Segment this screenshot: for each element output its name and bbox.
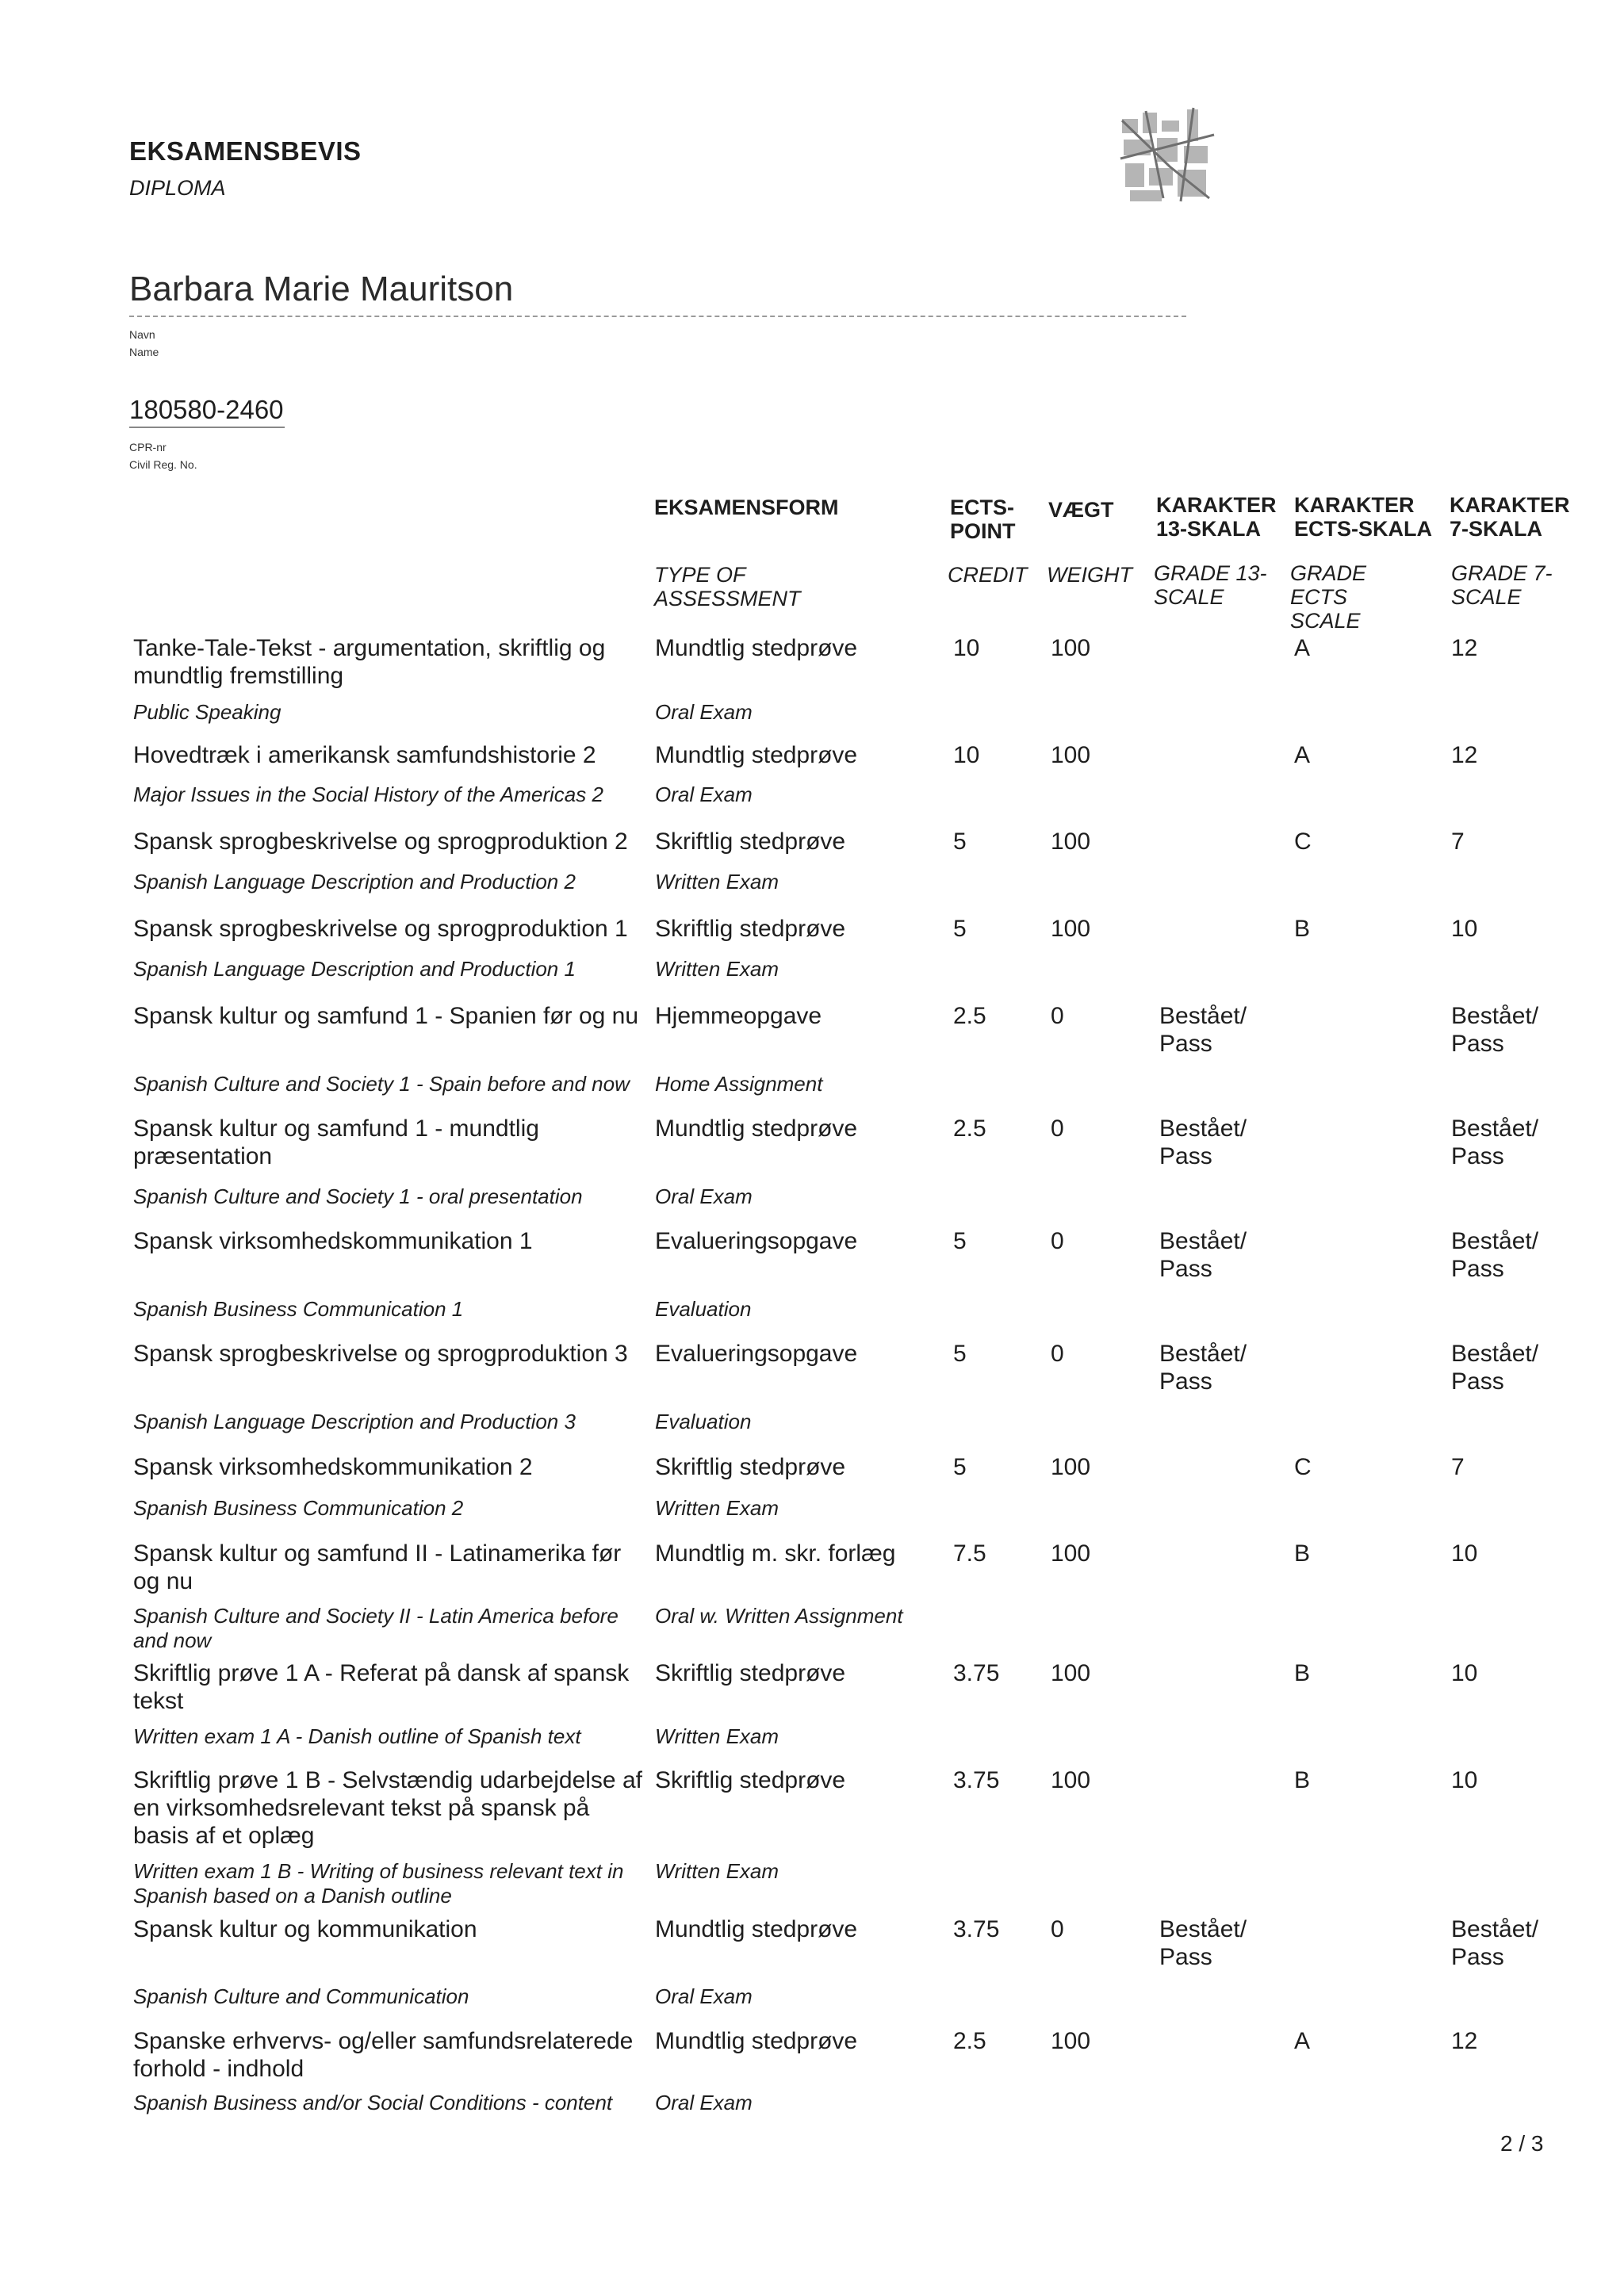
assessment-form-en: Oral w. Written Assignment [655,1604,903,1628]
assessment-form-en: Written Exam [655,957,779,981]
weight: 100 [1051,1660,1091,1686]
col-header-weight-en: WEIGHT [1047,563,1132,587]
assessment-form-da: Skriftlig stedprøve [655,1767,846,1793]
course-name-en: Spanish Business Communication 2 [133,1496,464,1520]
course-name-en: Written exam 1 A - Danish outline of Spanish text [133,1724,581,1748]
col-header-g13-da: KARAKTER 13-SKALA [1156,493,1277,541]
cpr-label-da: CPR-nr [129,441,167,453]
weight: 0 [1051,1115,1064,1142]
cpr-number: 180580-2460 [129,395,284,424]
ects-points: 3.75 [953,1660,1000,1686]
course-name-en: Spanish Culture and Society II - Latin America before and now [133,1604,619,1652]
course-name-da: Spansk kultur og samfund 1 - Spanien før og nu [133,1003,639,1029]
grade-7-scale: 10 [1451,916,1478,942]
col-header-weight-da: VÆGT [1048,498,1114,522]
grade-13-scale: Bestået/ Pass [1159,1228,1247,1282]
assessment-form-da: Mundtlig m. skr. forlæg [655,1540,896,1567]
course-name-da: Spansk kultur og kommunikation [133,1916,477,1942]
grade-ects-scale: A [1294,635,1311,661]
assessment-form-da: Skriftlig stedprøve [655,916,846,942]
assessment-form-da: Evalueringsopgave [655,1228,858,1254]
course-name-en: Public Speaking [133,700,282,724]
weight: 100 [1051,635,1091,661]
assessment-form-da: Mundtlig stedprøve [655,1916,858,1942]
ects-points: 10 [953,742,980,768]
weight: 0 [1051,1003,1064,1029]
col-header-form-da: EKSAMENSFORM [654,496,839,519]
ects-points: 10 [953,635,980,661]
assessment-form-en: Oral Exam [655,2091,753,2114]
grade-7-scale: 7 [1451,828,1465,855]
grade-ects-scale: B [1294,1540,1311,1567]
col-header-g7-en: GRADE 7-SCALE [1451,561,1553,609]
cpr-label-en: Civil Reg. No. [129,458,197,471]
student-name: Barbara Marie Mauritson [129,270,514,308]
course-name-da: Spansk virksomhedskommunikation 2 [133,1454,533,1480]
ects-points: 5 [953,1228,967,1254]
grade-7-scale: 10 [1451,1540,1478,1567]
assessment-form-da: Skriftlig stedprøve [655,1454,846,1480]
ects-points: 7.5 [953,1540,986,1567]
security-seal-icon [1114,103,1219,208]
assessment-form-da: Mundtlig stedprøve [655,635,858,661]
ects-points: 3.75 [953,1916,1000,1942]
name-underline [129,316,1186,317]
col-header-g7-da: KARAKTER 7-SKALA [1450,493,1570,541]
weight: 100 [1051,2028,1091,2054]
course-name-da: Spanske erhvervs- og/eller samfundsrelaterede forhold - indhold [133,2028,634,2082]
assessment-form-da: Hjemmeopgave [655,1003,822,1029]
grade-ects-scale: B [1294,1660,1311,1686]
assessment-form-da: Mundtlig stedprøve [655,742,858,768]
grade-7-scale: 10 [1451,1660,1478,1686]
name-label-da: Navn [129,328,155,341]
grade-ects-scale: B [1294,916,1311,942]
grade-13-scale: Bestået/ Pass [1159,1916,1247,1970]
ects-points: 5 [953,1454,967,1480]
weight: 100 [1051,916,1091,942]
ects-points: 5 [953,828,967,855]
grade-7-scale: Bestået/ Pass [1451,1115,1539,1169]
document-subtitle: DIPLOMA [129,176,226,200]
assessment-form-en: Written Exam [655,1724,779,1748]
course-name-da: Spansk kultur og samfund II - Latinamerika før og nu [133,1540,622,1594]
grade-13-scale: Bestået/ Pass [1159,1003,1247,1057]
weight: 100 [1051,1767,1091,1793]
assessment-form-en: Oral Exam [655,700,753,724]
weight: 100 [1051,1540,1091,1567]
weight: 0 [1051,1228,1064,1254]
grade-7-scale: Bestået/ Pass [1451,1916,1539,1970]
col-header-ects-da: ECTS-POINT [950,496,1016,543]
col-header-gects-da: KARAKTER ECTS-SKALA [1294,493,1432,541]
grade-13-scale: Bestået/ Pass [1159,1341,1247,1395]
course-name-en: Major Issues in the Social History of the Americas 2 [133,783,603,806]
course-name-da: Tanke-Tale-Tekst - argumentation, skriftlig og mundtlig fremstilling [133,635,606,689]
grade-7-scale: 10 [1451,1767,1478,1793]
grade-ects-scale: C [1294,1454,1312,1480]
assessment-form-da: Skriftlig stedprøve [655,828,846,855]
course-name-da: Spansk sprogbeskrivelse og sprogproduktion 1 [133,916,628,942]
weight: 0 [1051,1916,1064,1942]
weight: 100 [1051,828,1091,855]
grade-7-scale: 12 [1451,2028,1478,2054]
weight: 100 [1051,742,1091,768]
assessment-form-da: Mundtlig stedprøve [655,1115,858,1142]
grade-ects-scale: A [1294,2028,1311,2054]
course-name-da: Spansk sprogbeskrivelse og sprogproduktion 2 [133,828,628,855]
grade-ects-scale: C [1294,828,1312,855]
col-header-gects-en: GRADE ECTS SCALE [1290,561,1367,633]
page-number: 2 / 3 [1500,2131,1544,2156]
course-name-da: Hovedtræk i amerikansk samfundshistorie 2 [133,742,596,768]
ects-points: 3.75 [953,1767,1000,1793]
course-name-da: Spansk sprogbeskrivelse og sprogproduktion 3 [133,1341,628,1367]
course-name-en: Written exam 1 B - Writing of business relevant text in Spanish based on a Danish outline [133,1859,624,1908]
assessment-form-en: Oral Exam [655,1984,753,2008]
assessment-form-da: Skriftlig stedprøve [655,1660,846,1686]
grade-13-scale: Bestået/ Pass [1159,1115,1247,1169]
course-name-en: Spanish Language Description and Production 1 [133,957,576,981]
assessment-form-en: Oral Exam [655,1184,753,1208]
weight: 0 [1051,1341,1064,1367]
course-name-en: Spanish Culture and Society 1 - Spain before and now [133,1072,630,1096]
document-title: EKSAMENSBEVIS [129,136,362,166]
grade-7-scale: Bestået/ Pass [1451,1003,1539,1057]
ects-points: 5 [953,916,967,942]
grade-7-scale: 7 [1451,1454,1465,1480]
course-name-da: Spansk virksomhedskommunikation 1 [133,1228,533,1254]
assessment-form-en: Oral Exam [655,783,753,806]
assessment-form-en: Written Exam [655,870,779,894]
grade-7-scale: Bestået/ Pass [1451,1341,1539,1395]
course-name-en: Spanish Language Description and Production 3 [133,1410,576,1433]
col-header-g13-en: GRADE 13-SCALE [1154,561,1267,609]
weight: 100 [1051,1454,1091,1480]
course-name-en: Spanish Culture and Communication [133,1984,469,2008]
assessment-form-da: Evalueringsopgave [655,1341,858,1367]
grade-ects-scale: A [1294,742,1311,768]
grade-7-scale: 12 [1451,742,1478,768]
col-header-ects-en: CREDIT [948,563,1028,587]
ects-points: 2.5 [953,1115,986,1142]
assessment-form-en: Written Exam [655,1859,779,1883]
course-name-en: Spanish Business and/or Social Conditions - content [133,2091,613,2114]
ects-points: 5 [953,1341,967,1367]
course-name-en: Spanish Language Description and Production 2 [133,870,576,894]
course-name-da: Skriftlig prøve 1 B - Selvstændig udarbejdelse af en virksomhedsrelevant tekst på spansk på basis af et oplæg [133,1767,642,1849]
course-name-en: Spanish Business Communication 1 [133,1297,464,1321]
assessment-form-en: Evaluation [655,1410,752,1433]
assessment-form-da: Mundtlig stedprøve [655,2028,858,2054]
name-label-en: Name [129,346,159,358]
assessment-form-en: Home Assignment [655,1072,823,1096]
grade-ects-scale: B [1294,1767,1311,1793]
grade-7-scale: Bestået/ Pass [1451,1228,1539,1282]
assessment-form-en: Written Exam [655,1496,779,1520]
col-header-form-en: TYPE OF ASSESSMENT [654,563,801,610]
grade-7-scale: 12 [1451,635,1478,661]
course-name-da: Spansk kultur og samfund 1 - mundtlig præsentation [133,1115,539,1169]
course-name-da: Skriftlig prøve 1 A - Referat på dansk af spansk tekst [133,1660,630,1714]
cpr-underline [129,427,285,428]
ects-points: 2.5 [953,1003,986,1029]
ects-points: 2.5 [953,2028,986,2054]
assessment-form-en: Evaluation [655,1297,752,1321]
course-name-en: Spanish Culture and Society 1 - oral presentation [133,1184,583,1208]
